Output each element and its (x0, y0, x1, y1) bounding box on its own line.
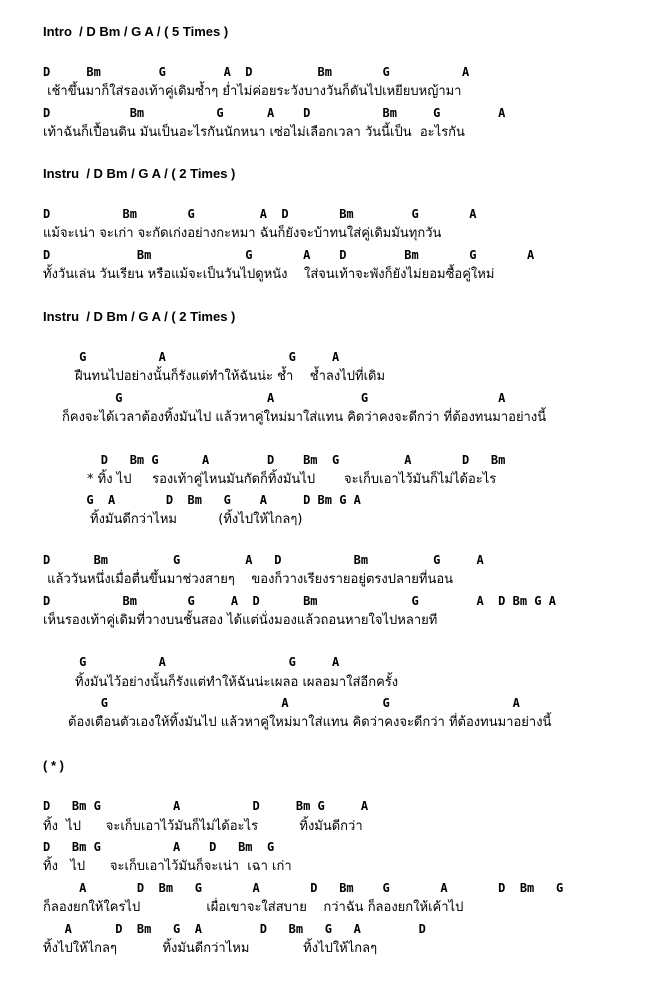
chord-line: G A G A (43, 391, 506, 405)
lyric-line: ทิ้ง ไป จะเก็บเอาไว้มันก็จะเน่า เฉา เก่า (43, 859, 292, 874)
lyric-line: ทิ้งมันไว้อย่างนั้นก็รังแต่ทำให้ฉันน่ะเผลอ เผลอมาใส่อีกครั้ง (75, 675, 399, 690)
lyric-line: ก็ลองยกให้ใครไป เผื่อเขาจะใส่สบาย กว่าฉัน ก็ลองยกให้เค้าไป (43, 900, 464, 915)
chord-line: G A G A (43, 696, 520, 710)
lyric-line: แม้จะเน่า จะเก่า จะกัดเก่งอย่างกะหมา ฉันก็ยังจะบ้าทนใส่คู่เดิมมันทุกวัน (43, 226, 442, 241)
lyric-line: ต้องเตือนตัวเองให้ทิ้งมันไป แล้วหาคู่ใหม่มาใส่แทน คิดว่าคงจะดีกว่า ที่ต้องทนมาอย่างนี้ (68, 715, 552, 730)
lyric-line: ก็คงจะได้เวลาต้องทิ้งมันไป แล้วหาคู่ใหม่มาใส่แทน คิดว่าคงจะดีกว่า ที่ต้องทนมาอย่างนี้ (62, 410, 547, 425)
chord-line: D Bm G A D Bm G A (43, 248, 535, 262)
lyric-line: แล้ววันหนึ่งเมื่อตื่นขึ้นมาช่วงสายๆ ของก็วางเรียงรายอยู่ตรงปลายที่นอน (43, 572, 454, 587)
lyric-line: ฝืนทนไปอย่างนั้นก็รังแต่ทำให้ฉันน่ะ ช้ำ ช้ำลงไปที่เดิม (75, 369, 386, 384)
chord-line: G A D Bm G A D Bm G A (43, 493, 361, 507)
instru-header: Instru / D Bm / G A / ( 2 Times ) (43, 166, 236, 181)
chord-line: A D Bm G A D Bm G A D (43, 922, 426, 936)
lyric-line: * ทิ้ง ไป รองเท้าคู่ไหนมันกัดก็ทิ้งมันไป จะเก็บเอาไว้มันก็ไม่ได้อะไร (87, 472, 497, 487)
chord-line: A D Bm G A D Bm G A D Bm G (43, 881, 564, 895)
chord-line: D Bm G A D Bm G A (43, 553, 484, 567)
lyric-line: ทั้งวันเล่น วันเรียน หรือแม้จะเป็นวันไปดูหนัง ใส่จนเท้าจะพังก็ยังไม่ยอมซื้อคู่ใหม่ (43, 267, 495, 282)
chord-line: D Bm G A D Bm G A (43, 207, 477, 221)
lyric-line: เห็นรองเท้าคู่เดิมที่วางบนชั้นสอง ได้แต่นั่งมองแล้วถอนหายใจไปหลายที (43, 613, 438, 628)
lyric-line: ทิ้งมันดีกว่าไหม (ทิ้งไปให้ไกลๆ) (90, 512, 303, 527)
instru-header: Instru / D Bm / G A / ( 2 Times ) (43, 309, 236, 324)
chord-line: D Bm G A D Bm G A (43, 65, 470, 79)
chorus-marker: ( * ) (43, 758, 64, 773)
lyric-line: เท้าฉันก็เปื้อนดิน มันเป็นอะไรกันนักหนา เซ่อไม่เลือกเวลา วันนี้เป็น อะไรกัน (43, 125, 465, 140)
intro-header: Intro / D Bm / G A / ( 5 Times ) (43, 24, 229, 39)
chord-line: G A G A (43, 350, 340, 364)
chord-line: G A G A (43, 655, 340, 669)
lyric-line: เช้าขึ้นมาก็ใส่รองเท้าคู่เดิมซ้ำๆ ย่ำไม่ค่อยระวังบางวันก็ดันไปเหยียบหญ้ามา (43, 84, 462, 99)
lyric-line: ทิ้ง ไป จะเก็บเอาไว้มันก็ไม่ได้อะไร ทิ้งมันดีกว่า (43, 819, 363, 834)
chord-line: D Bm G A D Bm G A D Bm (43, 453, 506, 467)
chord-line: D Bm G A D Bm G A (43, 106, 506, 120)
chord-line: D Bm G A D Bm G (43, 840, 275, 854)
chord-line: D Bm G A D Bm G A D Bm G A (43, 594, 556, 608)
chord-line: D Bm G A D Bm G A (43, 799, 369, 813)
lyric-line: ทิ้งไปให้ไกลๆ ทิ้งมันดีกว่าไหม ทิ้งไปให้ไกลๆ (43, 941, 378, 956)
